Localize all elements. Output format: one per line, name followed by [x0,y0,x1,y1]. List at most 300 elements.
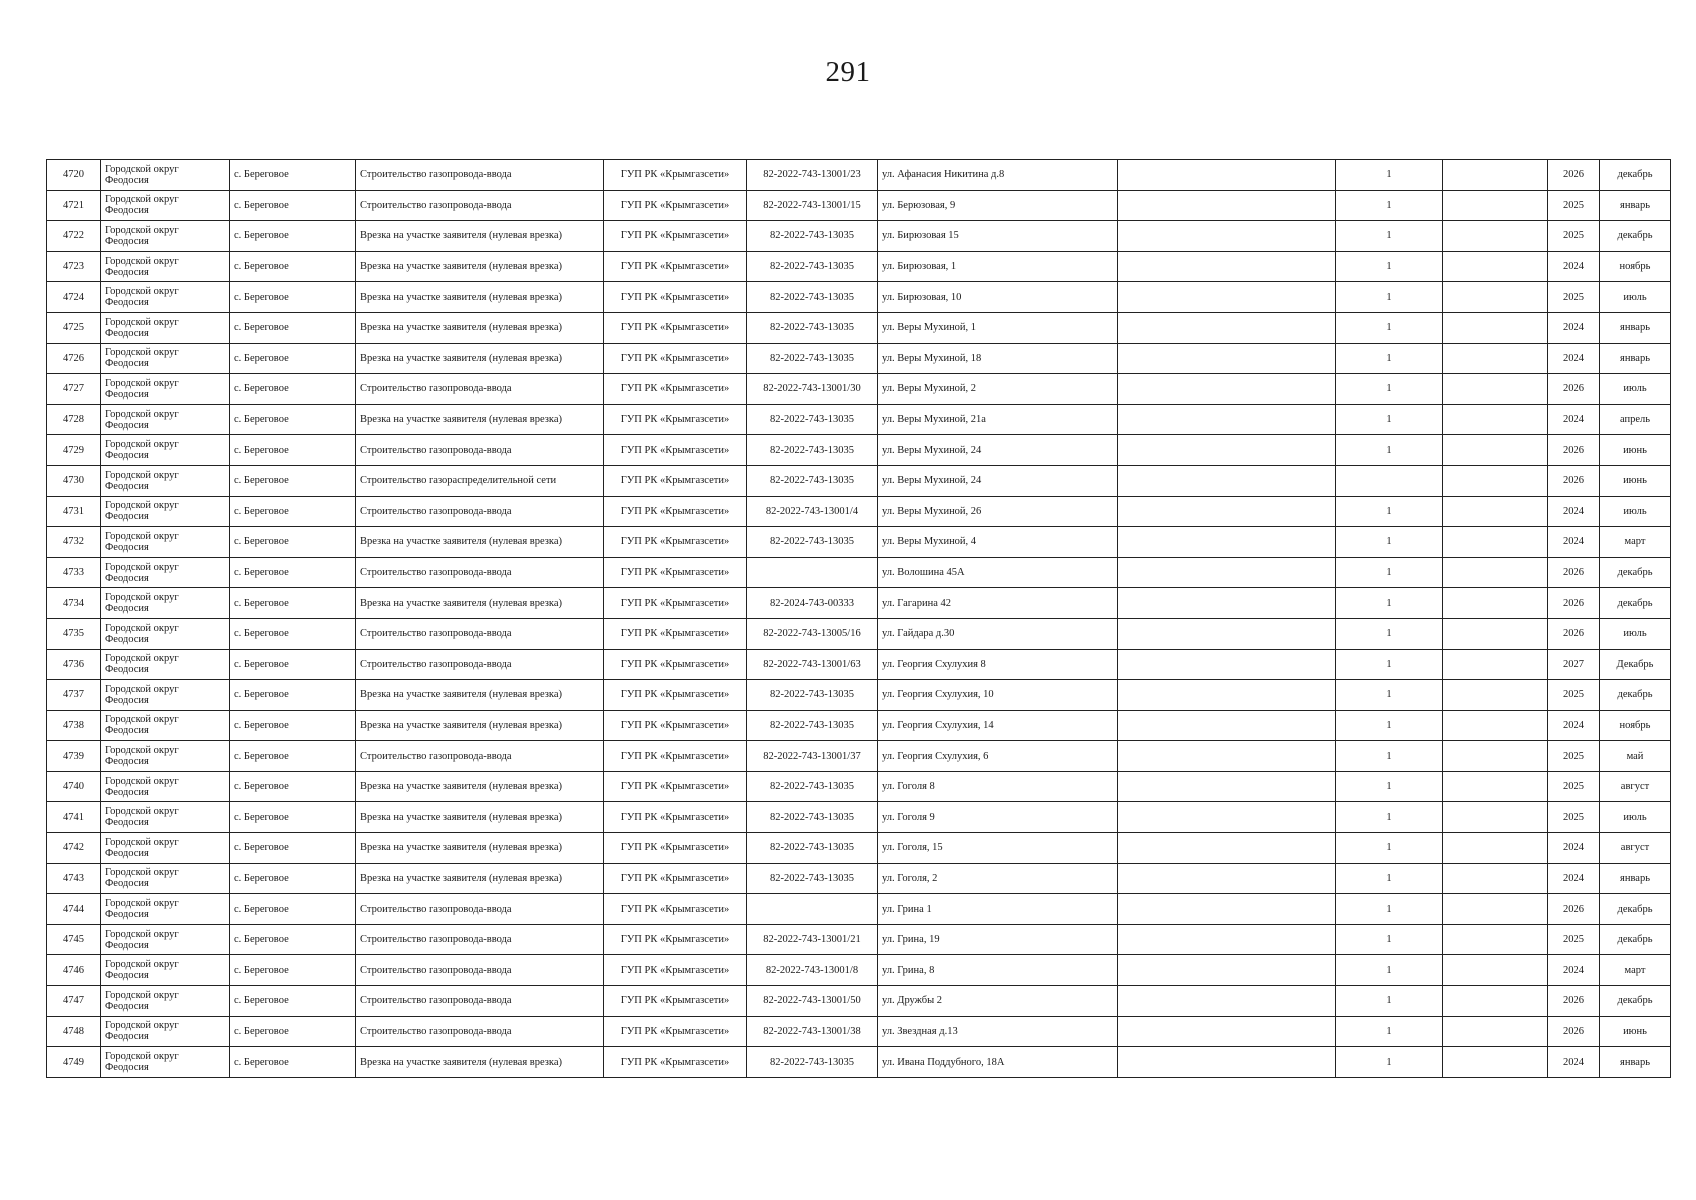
settlement-cell: с. Береговое [230,771,356,802]
district-cell: Городской округ Феодосия [101,802,230,833]
project-code-cell: 82-2022-743-13035 [747,863,878,894]
district-cell: Городской округ Феодосия [101,282,230,313]
row-number: 4733 [47,557,101,588]
district-cell: Городской округ Феодосия [101,771,230,802]
count-cell: 1 [1336,710,1443,741]
count-cell: 1 [1336,374,1443,405]
table-row [47,557,1671,588]
work-type-cell: Строительство газопровода-ввода [356,1016,604,1047]
count-cell: 1 [1336,1047,1443,1078]
month-cell: июнь [1600,435,1671,466]
district-cell: Городской округ Феодосия [101,588,230,619]
project-code-cell: 82-2022-743-13001/23 [747,160,878,191]
project-code-cell: 82-2022-743-13035 [747,527,878,558]
work-type-cell: Врезка на участке заявителя (нулевая врезка) [356,802,604,833]
project-code-cell: 82-2022-743-13035 [747,343,878,374]
month-cell: декабрь [1600,557,1671,588]
year-cell: 2025 [1548,802,1600,833]
work-type-cell: Строительство газопровода-ввода [356,986,604,1017]
month-cell: июль [1600,496,1671,527]
district-cell: Городской округ Феодосия [101,496,230,527]
work-type-cell: Врезка на участке заявителя (нулевая врезка) [356,251,604,282]
settlement-cell: с. Береговое [230,435,356,466]
year-cell: 2024 [1548,312,1600,343]
year-cell: 2026 [1548,160,1600,191]
district-cell: Городской округ Феодосия [101,343,230,374]
table-row [47,374,1671,405]
empty-cell [1118,404,1336,435]
table-row [47,618,1671,649]
year-cell: 2024 [1548,863,1600,894]
settlement-cell: с. Береговое [230,465,356,496]
row-number: 4726 [47,343,101,374]
year-cell: 2026 [1548,618,1600,649]
count-cell: 1 [1336,924,1443,955]
work-type-cell: Врезка на участке заявителя (нулевая врезка) [356,863,604,894]
address-cell: ул. Бирюзовая 15 [878,221,1118,252]
organization-cell: ГУП РК «Крымгазсети» [604,312,747,343]
project-code-cell: 82-2022-743-13035 [747,221,878,252]
settlement-cell: с. Береговое [230,649,356,680]
district-cell: Городской округ Феодосия [101,527,230,558]
empty-cell [1118,1016,1336,1047]
empty-cell [1443,404,1548,435]
settlement-cell: с. Береговое [230,588,356,619]
year-cell: 2025 [1548,680,1600,711]
count-cell: 1 [1336,863,1443,894]
year-cell: 2027 [1548,649,1600,680]
table-row [47,986,1671,1017]
project-code-cell [747,557,878,588]
empty-cell [1118,802,1336,833]
count-cell: 1 [1336,741,1443,772]
settlement-cell: с. Береговое [230,986,356,1017]
empty-cell [1443,282,1548,313]
table-row [47,465,1671,496]
row-number: 4737 [47,680,101,711]
table-row [47,221,1671,252]
settlement-cell: с. Береговое [230,190,356,221]
empty-cell [1443,710,1548,741]
work-type-cell: Строительство газопровода-ввода [356,160,604,191]
address-cell: ул. Георгия Схулухия, 14 [878,710,1118,741]
district-cell: Городской округ Феодосия [101,955,230,986]
year-cell: 2024 [1548,404,1600,435]
empty-cell [1443,527,1548,558]
table-row [47,190,1671,221]
organization-cell: ГУП РК «Крымгазсети» [604,343,747,374]
settlement-cell: с. Береговое [230,282,356,313]
work-type-cell: Строительство газопровода-ввода [356,557,604,588]
row-number: 4727 [47,374,101,405]
empty-cell [1443,924,1548,955]
district-cell: Городской округ Феодосия [101,924,230,955]
table-row [47,282,1671,313]
count-cell: 1 [1336,190,1443,221]
project-code-cell: 82-2022-743-13035 [747,251,878,282]
settlement-cell: с. Береговое [230,833,356,864]
year-cell: 2026 [1548,557,1600,588]
month-cell: декабрь [1600,221,1671,252]
count-cell: 1 [1336,771,1443,802]
settlement-cell: с. Береговое [230,496,356,527]
table-row [47,160,1671,191]
count-cell: 1 [1336,435,1443,466]
row-number: 4735 [47,618,101,649]
row-number: 4728 [47,404,101,435]
row-number: 4720 [47,160,101,191]
count-cell: 1 [1336,588,1443,619]
year-cell: 2024 [1548,710,1600,741]
month-cell: декабрь [1600,588,1671,619]
empty-cell [1118,1047,1336,1078]
empty-cell [1443,190,1548,221]
organization-cell: ГУП РК «Крымгазсети» [604,649,747,680]
address-cell: ул. Веры Мухиной, 26 [878,496,1118,527]
address-cell: ул. Звездная д.13 [878,1016,1118,1047]
row-number: 4729 [47,435,101,466]
district-cell: Городской округ Феодосия [101,649,230,680]
month-cell: декабрь [1600,924,1671,955]
empty-cell [1443,496,1548,527]
address-cell: ул. Георгия Схулухия 8 [878,649,1118,680]
empty-cell [1443,986,1548,1017]
work-type-cell: Врезка на участке заявителя (нулевая врезка) [356,282,604,313]
address-cell: ул. Гайдара д.30 [878,618,1118,649]
empty-cell [1443,343,1548,374]
address-cell: ул. Гагарина 42 [878,588,1118,619]
row-number: 4721 [47,190,101,221]
project-code-cell: 82-2022-743-13001/63 [747,649,878,680]
district-cell: Городской округ Феодосия [101,221,230,252]
organization-cell: ГУП РК «Крымгазсети» [604,710,747,741]
row-number: 4734 [47,588,101,619]
table-row [47,771,1671,802]
table-row [47,955,1671,986]
empty-cell [1118,343,1336,374]
row-number: 4723 [47,251,101,282]
district-cell: Городской округ Феодосия [101,404,230,435]
year-cell: 2026 [1548,465,1600,496]
row-number: 4748 [47,1016,101,1047]
work-type-cell: Строительство газопровода-ввода [356,496,604,527]
count-cell [1336,465,1443,496]
empty-cell [1118,221,1336,252]
empty-cell [1118,496,1336,527]
registry-table [46,159,1671,1078]
page-number: 291 [825,56,871,88]
project-code-cell: 82-2022-743-13005/16 [747,618,878,649]
address-cell: ул. Гоголя 9 [878,802,1118,833]
year-cell: 2024 [1548,496,1600,527]
empty-cell [1118,557,1336,588]
address-cell: ул. Гоголя 8 [878,771,1118,802]
project-code-cell: 82-2022-743-13035 [747,680,878,711]
address-cell: ул. Грина, 8 [878,955,1118,986]
organization-cell: ГУП РК «Крымгазсети» [604,955,747,986]
month-cell: август [1600,771,1671,802]
row-number: 4731 [47,496,101,527]
table-row [47,496,1671,527]
organization-cell: ГУП РК «Крымгазсети» [604,435,747,466]
empty-cell [1118,955,1336,986]
month-cell: май [1600,741,1671,772]
work-type-cell: Врезка на участке заявителя (нулевая врезка) [356,710,604,741]
work-type-cell: Строительство газопровода-ввода [356,190,604,221]
month-cell: март [1600,955,1671,986]
organization-cell: ГУП РК «Крымгазсети» [604,1047,747,1078]
row-number: 4746 [47,955,101,986]
row-number: 4730 [47,465,101,496]
empty-cell [1443,465,1548,496]
count-cell: 1 [1336,618,1443,649]
district-cell: Городской округ Феодосия [101,160,230,191]
settlement-cell: с. Береговое [230,312,356,343]
organization-cell: ГУП РК «Крымгазсети» [604,374,747,405]
organization-cell: ГУП РК «Крымгазсети» [604,863,747,894]
empty-cell [1118,894,1336,925]
address-cell: ул. Ивана Поддубного, 18А [878,1047,1118,1078]
year-cell: 2024 [1548,527,1600,558]
settlement-cell: с. Береговое [230,404,356,435]
table-row [47,710,1671,741]
count-cell: 1 [1336,649,1443,680]
organization-cell: ГУП РК «Крымгазсети» [604,251,747,282]
month-cell: январь [1600,190,1671,221]
month-cell: декабрь [1600,160,1671,191]
row-number: 4739 [47,741,101,772]
empty-cell [1443,863,1548,894]
row-number: 4744 [47,894,101,925]
work-type-cell: Строительство газопровода-ввода [356,374,604,405]
month-cell: июль [1600,374,1671,405]
address-cell: ул. Дружбы 2 [878,986,1118,1017]
table-row [47,588,1671,619]
count-cell: 1 [1336,160,1443,191]
month-cell: ноябрь [1600,251,1671,282]
month-cell: июль [1600,618,1671,649]
count-cell: 1 [1336,251,1443,282]
empty-cell [1118,649,1336,680]
district-cell: Городской округ Феодосия [101,680,230,711]
empty-cell [1443,374,1548,405]
district-cell: Городской округ Феодосия [101,557,230,588]
organization-cell: ГУП РК «Крымгазсети» [604,1016,747,1047]
count-cell: 1 [1336,312,1443,343]
organization-cell: ГУП РК «Крымгазсети» [604,221,747,252]
organization-cell: ГУП РК «Крымгазсети» [604,282,747,313]
count-cell: 1 [1336,894,1443,925]
table-row [47,343,1671,374]
empty-cell [1118,863,1336,894]
table-row [47,435,1671,466]
empty-cell [1443,1016,1548,1047]
month-cell: март [1600,527,1671,558]
project-code-cell: 82-2022-743-13035 [747,404,878,435]
month-cell: Декабрь [1600,649,1671,680]
work-type-cell: Строительство газопровода-ввода [356,955,604,986]
empty-cell [1118,465,1336,496]
table-row [47,802,1671,833]
address-cell: ул. Веры Мухиной, 24 [878,435,1118,466]
work-type-cell: Врезка на участке заявителя (нулевая врезка) [356,680,604,711]
row-number: 4742 [47,833,101,864]
settlement-cell: с. Береговое [230,527,356,558]
empty-cell [1443,833,1548,864]
address-cell: ул. Бирюзовая, 1 [878,251,1118,282]
settlement-cell: с. Береговое [230,1016,356,1047]
district-cell: Городской округ Феодосия [101,986,230,1017]
settlement-cell: с. Береговое [230,251,356,282]
empty-cell [1443,741,1548,772]
settlement-cell: с. Береговое [230,374,356,405]
district-cell: Городской округ Феодосия [101,894,230,925]
district-cell: Городской округ Феодосия [101,251,230,282]
settlement-cell: с. Береговое [230,802,356,833]
row-number: 4732 [47,527,101,558]
address-cell: ул. Веры Мухиной, 24 [878,465,1118,496]
count-cell: 1 [1336,955,1443,986]
year-cell: 2025 [1548,190,1600,221]
settlement-cell: с. Береговое [230,894,356,925]
row-number: 4722 [47,221,101,252]
district-cell: Городской округ Феодосия [101,710,230,741]
settlement-cell: с. Береговое [230,343,356,374]
year-cell: 2024 [1548,833,1600,864]
organization-cell: ГУП РК «Крымгазсети» [604,557,747,588]
organization-cell: ГУП РК «Крымгазсети» [604,741,747,772]
district-cell: Городской округ Феодосия [101,1016,230,1047]
empty-cell [1118,527,1336,558]
count-cell: 1 [1336,496,1443,527]
empty-cell [1118,618,1336,649]
year-cell: 2025 [1548,771,1600,802]
count-cell: 1 [1336,404,1443,435]
settlement-cell: с. Береговое [230,557,356,588]
district-cell: Городской округ Феодосия [101,863,230,894]
project-code-cell: 82-2022-743-13035 [747,771,878,802]
month-cell: январь [1600,343,1671,374]
organization-cell: ГУП РК «Крымгазсети» [604,160,747,191]
address-cell: ул. Веры Мухиной, 4 [878,527,1118,558]
table-row [47,863,1671,894]
address-cell: ул. Веры Мухиной, 2 [878,374,1118,405]
empty-cell [1118,924,1336,955]
district-cell: Городской округ Феодосия [101,435,230,466]
table-row [47,680,1671,711]
address-cell: ул. Георгия Схулухия, 10 [878,680,1118,711]
empty-cell [1118,312,1336,343]
work-type-cell: Строительство газопровода-ввода [356,894,604,925]
empty-cell [1443,771,1548,802]
empty-cell [1443,894,1548,925]
month-cell: июнь [1600,1016,1671,1047]
work-type-cell: Врезка на участке заявителя (нулевая врезка) [356,588,604,619]
month-cell: ноябрь [1600,710,1671,741]
project-code-cell: 82-2022-743-13035 [747,312,878,343]
address-cell: ул. Георгия Схулухия, 6 [878,741,1118,772]
settlement-cell: с. Береговое [230,863,356,894]
address-cell: ул. Берюзовая, 9 [878,190,1118,221]
empty-cell [1443,557,1548,588]
empty-cell [1443,588,1548,619]
month-cell: август [1600,833,1671,864]
organization-cell: ГУП РК «Крымгазсети» [604,986,747,1017]
row-number: 4738 [47,710,101,741]
month-cell: июль [1600,802,1671,833]
year-cell: 2026 [1548,986,1600,1017]
empty-cell [1118,771,1336,802]
year-cell: 2025 [1548,924,1600,955]
work-type-cell: Строительство газопровода-ввода [356,741,604,772]
work-type-cell: Строительство газопровода-ввода [356,435,604,466]
organization-cell: ГУП РК «Крымгазсети» [604,527,747,558]
count-cell: 1 [1336,527,1443,558]
settlement-cell: с. Береговое [230,710,356,741]
project-code-cell: 82-2022-743-13035 [747,1047,878,1078]
district-cell: Городской округ Феодосия [101,465,230,496]
work-type-cell: Врезка на участке заявителя (нулевая врезка) [356,343,604,374]
empty-cell [1118,435,1336,466]
organization-cell: ГУП РК «Крымгазсети» [604,465,747,496]
project-code-cell: 82-2022-743-13001/21 [747,924,878,955]
empty-cell [1118,251,1336,282]
district-cell: Городской округ Феодосия [101,1047,230,1078]
project-code-cell: 82-2022-743-13035 [747,435,878,466]
row-number: 4743 [47,863,101,894]
settlement-cell: с. Береговое [230,741,356,772]
empty-cell [1443,312,1548,343]
project-code-cell: 82-2022-743-13001/8 [747,955,878,986]
count-cell: 1 [1336,557,1443,588]
year-cell: 2024 [1548,251,1600,282]
work-type-cell: Врезка на участке заявителя (нулевая врезка) [356,833,604,864]
settlement-cell: с. Береговое [230,618,356,649]
row-number: 4747 [47,986,101,1017]
address-cell: ул. Афанасия Никитина д.8 [878,160,1118,191]
year-cell: 2025 [1548,221,1600,252]
year-cell: 2026 [1548,435,1600,466]
project-code-cell: 82-2022-743-13001/37 [747,741,878,772]
table-row [47,833,1671,864]
district-cell: Городской округ Феодосия [101,618,230,649]
count-cell: 1 [1336,802,1443,833]
empty-cell [1443,955,1548,986]
month-cell: декабрь [1600,680,1671,711]
year-cell: 2025 [1548,741,1600,772]
month-cell: январь [1600,1047,1671,1078]
work-type-cell: Строительство газораспределительной сети [356,465,604,496]
project-code-cell: 82-2022-743-13035 [747,833,878,864]
row-number: 4745 [47,924,101,955]
work-type-cell: Врезка на участке заявителя (нулевая врезка) [356,221,604,252]
month-cell: декабрь [1600,986,1671,1017]
count-cell: 1 [1336,986,1443,1017]
work-type-cell: Строительство газопровода-ввода [356,649,604,680]
settlement-cell: с. Береговое [230,680,356,711]
organization-cell: ГУП РК «Крымгазсети» [604,894,747,925]
table-row [47,649,1671,680]
count-cell: 1 [1336,343,1443,374]
settlement-cell: с. Береговое [230,924,356,955]
address-cell: ул. Веры Мухиной, 18 [878,343,1118,374]
project-code-cell: 82-2022-743-13001/15 [747,190,878,221]
empty-cell [1118,282,1336,313]
work-type-cell: Строительство газопровода-ввода [356,924,604,955]
empty-cell [1118,833,1336,864]
project-code-cell: 82-2022-743-13035 [747,282,878,313]
organization-cell: ГУП РК «Крымгазсети» [604,496,747,527]
